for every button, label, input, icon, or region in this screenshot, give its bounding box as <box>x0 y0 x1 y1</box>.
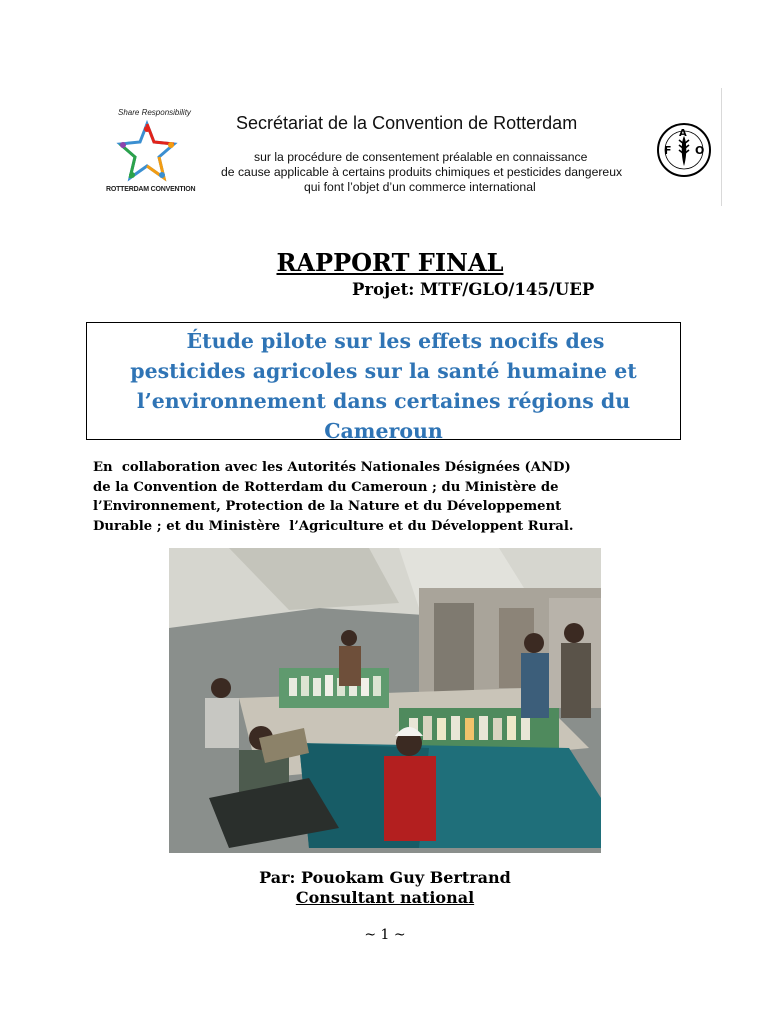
consultant-role: Consultant national <box>295 888 475 907</box>
study-title-line-1: Étude pilote sur les effets nocifs des <box>186 329 605 353</box>
page-number: ~ 1 ~ <box>364 927 406 943</box>
pesticide-market-stall-photo <box>169 548 601 853</box>
study-title-box <box>86 322 681 443</box>
logo-tagline: Share Responsibility <box>118 108 191 117</box>
collaboration-line-2: de la Convention de Rotterdam du Cameroun ; du Ministère de <box>93 479 559 495</box>
secretariat-title: Secrétariat de la Convention de Rotterdam <box>236 113 578 133</box>
secretariat-subtitle-line-2: de cause applicable à certains produits chimiques et pesticides dangereux <box>221 165 623 179</box>
fao-logo-icon <box>656 122 712 178</box>
project-code: Projet: MTF/GLO/145/UEP <box>352 280 595 299</box>
collaboration-line-4: Durable ; et du Ministère l’Agriculture et du Développent Rural. <box>93 519 574 535</box>
logo-caption: ROTTERDAM CONVENTION <box>106 186 196 193</box>
rotterdam-star-logo-icon <box>114 120 180 184</box>
author-line: Par: Pouokam Guy Bertrand <box>259 868 511 887</box>
header-divider <box>721 88 722 206</box>
fao-letter-a: A <box>679 128 687 139</box>
secretariat-subtitle-line-3: qui font l’objet d’un commerce international <box>304 180 536 194</box>
fao-letter-f: F <box>664 144 672 157</box>
fao-letter-o: O <box>695 144 705 157</box>
study-title-line-2: pesticides agricoles sur la santé humaine et <box>130 359 637 383</box>
study-title-line-3: l’environnement dans certaines régions du <box>136 389 631 413</box>
collaboration-line-3: l’Environnement, Protection de la Nature et du Développement <box>93 499 562 515</box>
rotterdam-convention-logo <box>108 108 208 200</box>
collaboration-paragraph <box>93 458 693 537</box>
study-title <box>87 326 680 446</box>
secretariat-subtitle-line-1: sur la procédure de consentement préalable en connaissance <box>254 150 588 164</box>
study-title-line-4: Cameroun <box>324 419 443 443</box>
report-title: RAPPORT FINAL <box>276 248 504 277</box>
collaboration-line-1: En collaboration avec les Autorités Nationales Désignées (AND) <box>93 460 571 475</box>
